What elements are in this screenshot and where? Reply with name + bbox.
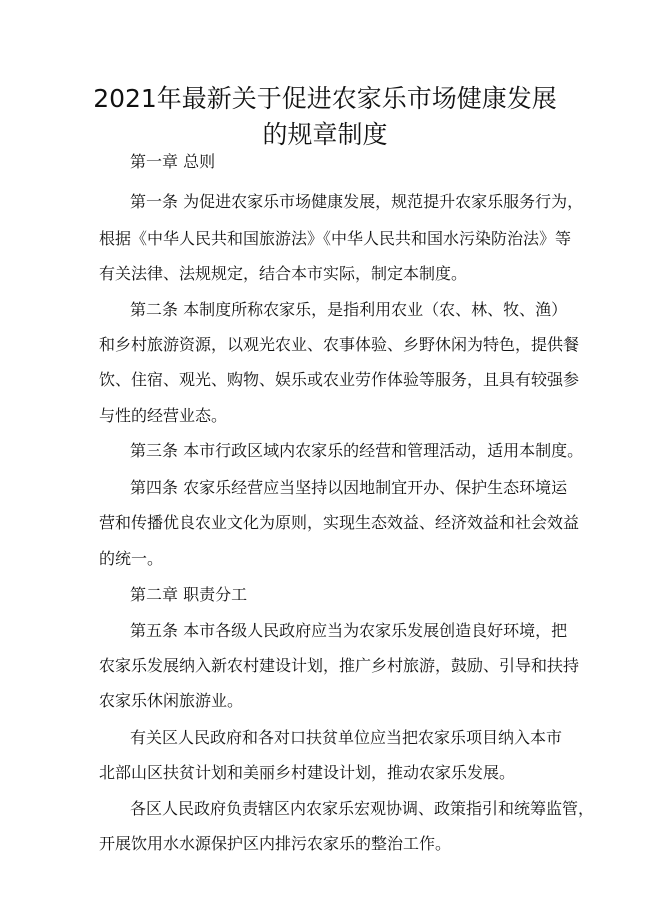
article-1-line-3: 有关法律、法规规定，结合本市实际，制定本制度。 [99, 264, 468, 283]
article-4-line-2: 营和传播优良农业文化为原则，实现生态效益、经济效益和社会效益 [99, 513, 580, 532]
article-2-line-1: 第二条 本制度所称农家乐，是指利用农业（农、林、牧、渔） [130, 300, 568, 319]
article-2-line-4: 与性的经营业态。 [99, 406, 228, 425]
article-5-line-3: 农家乐休闲旅游业。 [99, 691, 244, 710]
article-4-line-1: 第四条 农家乐经营应当坚持以因地制宜开办、保护生态环境运 [130, 478, 568, 497]
article-2-line-3: 饮、住宿、观光、购物、娱乐或农业劳作体验等服务，且具有较强参 [99, 370, 580, 389]
paragraph-6-line-1: 有关区人民政府和各对口扶贫单位应当把农家乐项目纳入本市 [130, 728, 563, 747]
paragraph-7-line-1: 各区人民政府负责辖区内农家乐宏观协调、政策指引和统筹监管， [130, 799, 595, 818]
article-3-line-1: 第三条 本市行政区域内农家乐的经营和管理活动，适用本制度。 [130, 441, 584, 460]
paragraph-6-line-2: 北部山区扶贫计划和美丽乡村建设计划，推动农家乐发展。 [99, 763, 516, 782]
chapter-heading-2: 第二章 职责分工 [130, 585, 248, 604]
article-2-line-2: 和乡村旅游资源，以观光农业、农事体验、乡野休闲为特色，提供餐 [99, 335, 580, 354]
document-title-line-1: 2021年最新关于促进农家乐市场健康发展 [93, 84, 557, 113]
chapter-heading-1: 第一章 总则 [130, 152, 216, 171]
article-1-line-2: 根据《中华人民共和国旅游法》《中华人民共和国水污染防治法》等 [99, 229, 572, 248]
article-5-line-2: 农家乐发展纳入新农村建设计划，推广乡村旅游，鼓励、引导和扶持 [99, 656, 580, 675]
paragraph-7-line-2: 开展饮用水水源保护区内排污农家乐的整治工作。 [99, 834, 452, 853]
article-4-line-3: 的统一。 [99, 549, 164, 568]
article-1-line-1: 第一条 为促进农家乐市场健康发展，规范提升农家乐服务行为， [130, 192, 584, 211]
document-title-line-2: 的规章制度 [262, 120, 388, 149]
article-5-line-1: 第五条 本市各级人民政府应当为农家乐发展创造良好环境，把 [130, 621, 568, 640]
